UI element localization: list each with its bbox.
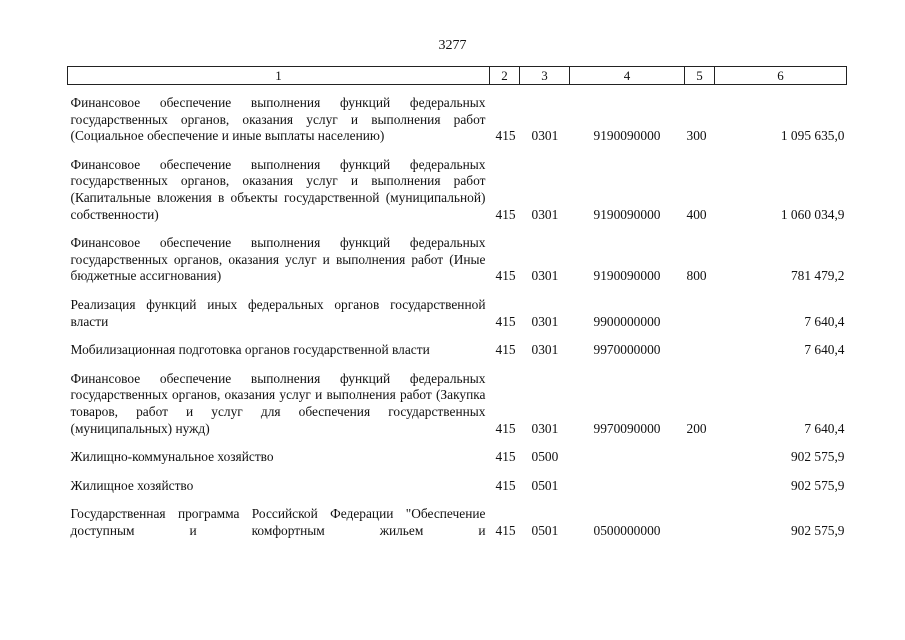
row-section: 0301 bbox=[531, 268, 559, 284]
row-amount: 902 575,9 bbox=[790, 477, 845, 493]
row-name: Государственная программа Российской Федерации "Обеспечение доступным и комфортным жильем и bbox=[70, 506, 486, 538]
table-row bbox=[68, 437, 847, 466]
table-row bbox=[68, 145, 847, 223]
row-amount: 1 095 635,0 bbox=[780, 128, 845, 144]
row-target: 9190090000 bbox=[593, 206, 661, 222]
row-code: 415 bbox=[495, 449, 516, 465]
row-target: 9900000000 bbox=[593, 313, 661, 329]
row-expense-type bbox=[685, 466, 715, 495]
row-amount: 7 640,4 bbox=[804, 313, 845, 329]
row-amount: 781 479,2 bbox=[790, 268, 845, 284]
row-expense-type: 200 bbox=[686, 420, 707, 436]
row-name: Жилищно-коммунальное хозяйство bbox=[70, 449, 274, 465]
table-header-row bbox=[68, 67, 847, 85]
table-row bbox=[68, 359, 847, 437]
table-row bbox=[68, 330, 847, 359]
row-amount: 1 060 034,9 bbox=[780, 206, 845, 222]
row-name: Финансовое обеспечение выполнения функций федеральных государственных органов, оказания услуг и выполнения работ (Капитальные вложения в объекты государственной (муниципальной) собственности) bbox=[70, 156, 486, 222]
row-target bbox=[570, 437, 685, 466]
row-code: 415 bbox=[495, 522, 516, 538]
row-amount: 7 640,4 bbox=[804, 420, 845, 436]
row-code: 415 bbox=[495, 420, 516, 436]
column-header-5: 5 bbox=[685, 67, 715, 85]
row-target bbox=[570, 466, 685, 495]
table-header bbox=[68, 67, 847, 85]
row-amount: 7 640,4 bbox=[804, 342, 845, 358]
row-expense-type: 300 bbox=[686, 128, 707, 144]
table-row bbox=[68, 223, 847, 285]
row-section: 0501 bbox=[531, 477, 559, 493]
row-code: 415 bbox=[495, 268, 516, 284]
row-expense-type: 400 bbox=[686, 206, 707, 222]
row-name: Жилищное хозяйство bbox=[70, 477, 194, 493]
row-section: 0301 bbox=[531, 420, 559, 436]
table-body bbox=[68, 85, 847, 540]
row-amount: 902 575,9 bbox=[790, 522, 845, 538]
row-target: 9190090000 bbox=[593, 268, 661, 284]
column-header-6: 6 bbox=[715, 67, 847, 85]
row-section: 0301 bbox=[531, 313, 559, 329]
row-expense-type bbox=[685, 437, 715, 466]
row-expense-type bbox=[685, 494, 715, 539]
row-name: Финансовое обеспечение выполнения функций федеральных государственных органов, оказания услуг и выполнения работ (Закупка товаров, работ и услуг для обеспечения государственных (муниципальных) нужд) bbox=[70, 370, 486, 436]
row-target: 9970090000 bbox=[593, 420, 661, 436]
table-row bbox=[68, 85, 847, 145]
row-code: 415 bbox=[495, 477, 516, 493]
table-row bbox=[68, 494, 847, 539]
row-section: 0501 bbox=[531, 522, 559, 538]
row-expense-type: 800 bbox=[686, 268, 707, 284]
row-code: 415 bbox=[495, 342, 516, 358]
row-name: Реализация функций иных федеральных органов государственной власти bbox=[70, 296, 486, 329]
table-row bbox=[68, 285, 847, 330]
row-section: 0301 bbox=[531, 128, 559, 144]
row-name: Финансовое обеспечение выполнения функций федеральных государственных органов, оказания услуг и выполнения работ (Социальное обеспечение и иные выплаты населению) bbox=[70, 95, 486, 144]
row-code: 415 bbox=[495, 313, 516, 329]
budget-table bbox=[67, 66, 847, 539]
row-name: Мобилизационная подготовка органов государственной власти bbox=[70, 342, 430, 358]
column-header-3: 3 bbox=[520, 67, 570, 85]
column-header-2: 2 bbox=[490, 67, 520, 85]
row-name: Финансовое обеспечение выполнения функций федеральных государственных органов, оказания услуг и выполнения работ (Иные бюджетные ассигнования) bbox=[70, 235, 486, 284]
row-code: 415 bbox=[495, 206, 516, 222]
column-header-1: 1 bbox=[68, 67, 490, 85]
row-target: 9190090000 bbox=[593, 128, 661, 144]
column-header-4: 4 bbox=[570, 67, 685, 85]
table-row bbox=[68, 466, 847, 495]
page-number: 3277 bbox=[438, 38, 467, 53]
row-target: 9970000000 bbox=[593, 342, 661, 358]
row-expense-type bbox=[685, 285, 715, 330]
row-section: 0301 bbox=[531, 342, 559, 358]
row-code: 415 bbox=[495, 128, 516, 144]
row-amount: 902 575,9 bbox=[790, 449, 845, 465]
row-expense-type bbox=[685, 330, 715, 359]
row-section: 0500 bbox=[531, 449, 559, 465]
row-section: 0301 bbox=[531, 206, 559, 222]
row-target: 0500000000 bbox=[593, 522, 661, 538]
